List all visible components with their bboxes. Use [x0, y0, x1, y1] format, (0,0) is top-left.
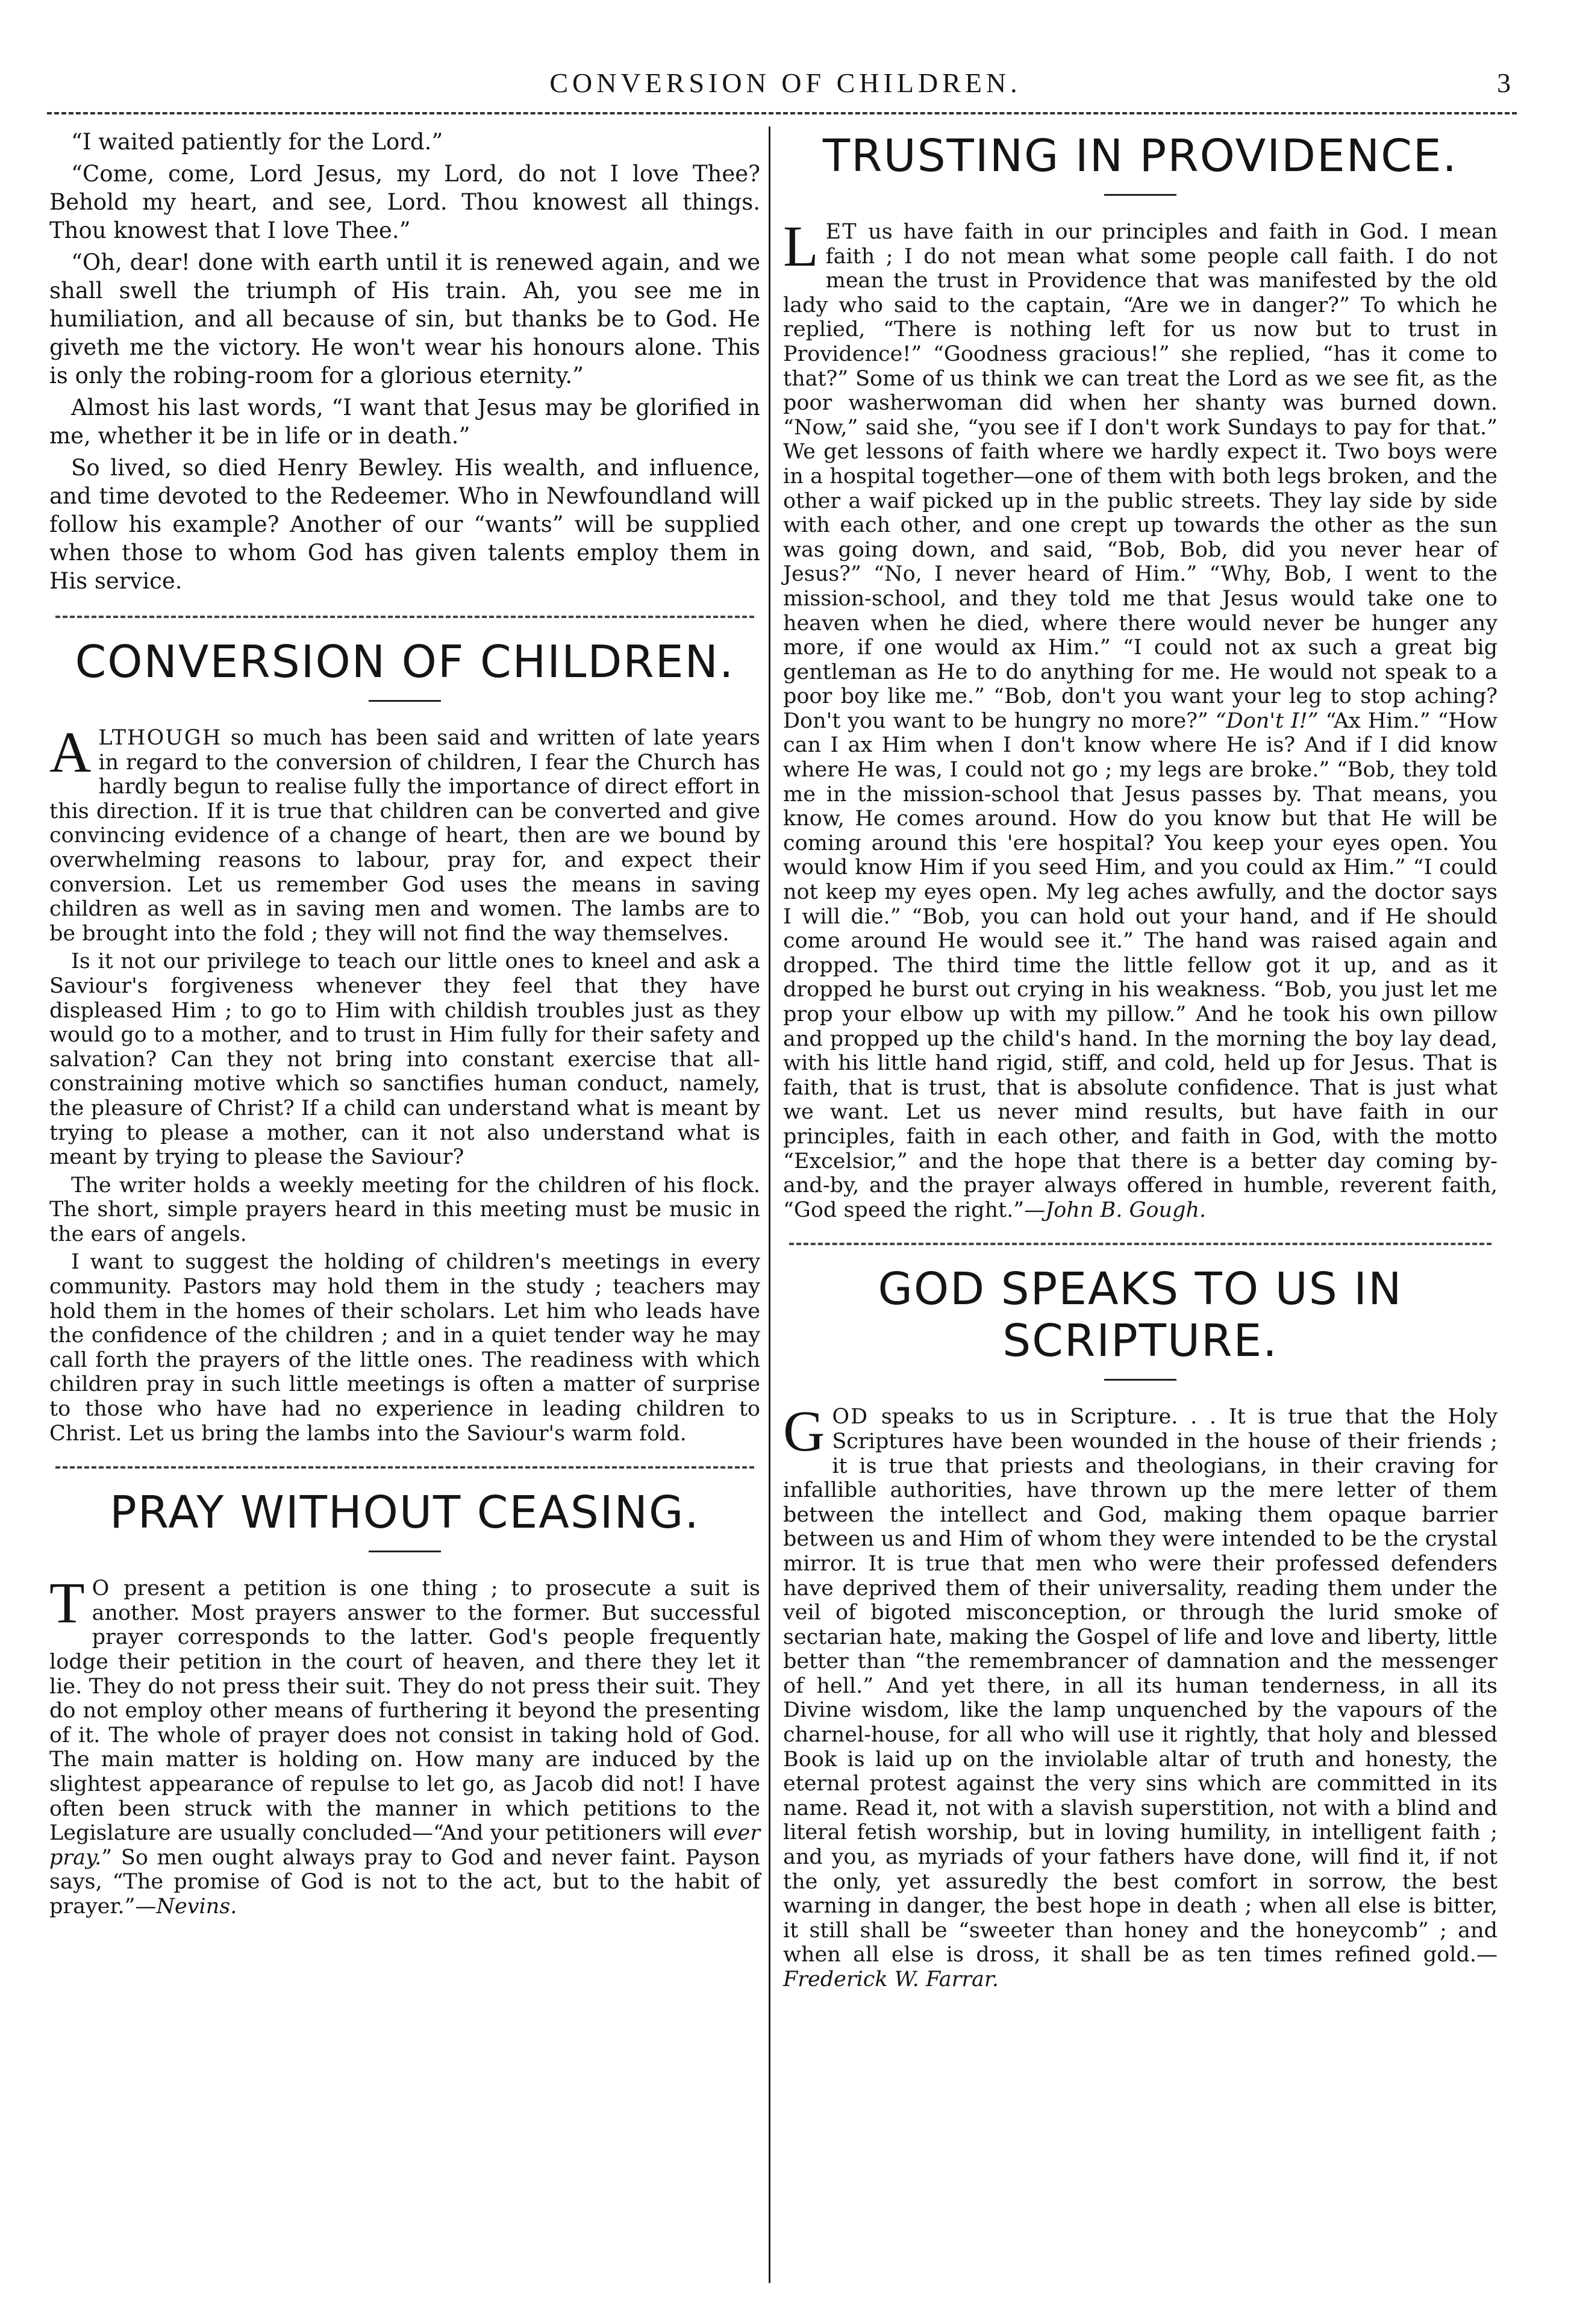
title-rule	[369, 700, 441, 702]
lead-caps: O	[92, 1576, 111, 1601]
page-number: 3	[1497, 67, 1511, 98]
scripture-article	[783, 1263, 1498, 1991]
paragraph-text: speaks to us in Scripture. . . It is true that the Holy Scriptures have been wounded in the house of their friends ; it is true that priests and theologians, in their craving for infallible authorities, have thrown up the mere letter of them between the intellect and God, making them opaque barrier between us and Him of whom they were intended to be the crystal mirror. It is true that men who were their professed defenders have deprived them of their universality, reading them under the veil of bigoted misconception, or through the lurid smoke of sectarian hate, making the Gospel of life and love and liberty, little better than “the remembrancer of damnation and the messenger of hell.” And yet there, in all its human tenderness, in all its Divine wisdom, like the lamp unquenched by the vapours of the charnel-house, for all who will use it rightly, that holy and blessed Book is laid up on the inviolable altar of truth and honesty, the eternal protest against the very sins which are committed in its name. Read it, not with a slavish superstition, not with a blind and literal fetish worship, but in loving humility, in intelligent faith ; and you, as myriads of your fathers have done, will find it, if not the only, yet assuredly the best comfort in sorrow, the best warning in danger, the best hope in death ; when all else is bitter, it still shall be “sweeter than honey and the honeycomb” ; and when all else is dross, it shall be as ten times refined gold.—	[783, 1405, 1498, 1967]
running-title: CONVERSION OF CHILDREN.	[549, 67, 1022, 98]
trusting-article	[783, 130, 1498, 1222]
paragraph: “Oh, dear! done with earth until it is renewed again, and we shall swell the triumph of His train. Ah, you see me in humiliation, and all because of sin, but thanks be to God. He giveth me the victory. He won't wear his honours alone. This is only the robing-room for a glorious eternity.”	[49, 249, 760, 389]
lead-caps: OD	[832, 1405, 869, 1429]
section-separator	[55, 616, 754, 618]
paragraph-text: ” So men ought always pray to God and never faint. Payson says, “The promise of God is not to the act, but to the habit of prayer.”—	[49, 1845, 760, 1919]
lead-caps: LTHOUGH	[98, 726, 222, 750]
paragraph: Almost his last words, “I want that Jesus may be glorified in me, whether it be in life or in death.”	[49, 395, 760, 449]
drop-cap: G	[783, 1399, 825, 1464]
article-title: PRAY WITHOUT CEASING.	[110, 1487, 700, 1539]
attribution: Frederick W. Farrar.	[783, 1967, 999, 1991]
left-column	[49, 128, 760, 1923]
paragraph: The writer holds a weekly meeting for the children of his flock. The short, simple prayers heard in this meeting must be music in the ears of angels.	[49, 1173, 760, 1246]
conversion-article	[49, 636, 760, 1446]
paragraph	[783, 214, 1498, 1222]
paragraph: So lived, so died Henry Bewley. His wealth, and influence, and time devoted to the Redeemer. Who in Newfoundland will follow his example? Another of our “wants” will be supplied when those to whom God has given talents employ them in His service.	[49, 455, 760, 594]
paragraph-text: so much has been said and written of late years in regard to the conversion of children, I fear the Church has hardly begun to realise fully the importance of direct effort in this direction. If it is true that children can be converted and give convincing evidence of a change of heart, then are we bound by overwhelming reasons to labour, pray for, and expect their conversion. Let us remember God uses the means in saving children as well as in saving men and women. The lambs are to be brought into the fold ; they will not find the way themselves.	[49, 726, 760, 946]
paragraph: Is it not our privilege to teach our little ones to kneel and ask a Saviour's forgiveness whenever they feel that they have displeased Him ; to go to Him with childish troubles just as they would go to a mother, and to trust in Him fully for their safety and salvation? Can they not bring into constant exercise that all-constraining motive which so sanctifies human conduct, namely, the pleasure of Christ? If a child can understand what is meant by trying to please a mother, can it not also understand what is meant by trying to please the Saviour?	[49, 949, 760, 1170]
attribution: John B. Gough.	[1045, 1198, 1207, 1222]
paragraph-text: present a petition is one thing ; to prosecute a suit is another. Most prayers answer to the former. But successful prayer corresponds to the latter. God's people frequently lodge their petition in the court of heaven, and there they let it lie. They do not press their suit. They do not press their suit. They do not employ other means of furthering it beyond the presenting of it. The whole of prayer does not consist in taking hold of God. The main matter is holding on. How many are induced by the slightest appearance of repulse to let go, as Jacob did not! I have often been struck with the manner in which petitions to the Legislature are usually concluded—“And your petitioners will	[49, 1576, 760, 1846]
pray-article	[49, 1487, 760, 1919]
drop-cap: L	[783, 214, 819, 278]
lead-caps: ET	[825, 220, 858, 244]
bewley-article-continuation	[49, 128, 760, 595]
header-rule	[47, 112, 1517, 114]
section-separator	[55, 1466, 754, 1469]
paragraph	[49, 1570, 760, 1919]
emphasis: ever pray.	[49, 1821, 760, 1870]
attribution: Nevins.	[156, 1894, 237, 1919]
article-title: TRUSTING IN PROVIDENCE.	[822, 130, 1458, 182]
paragraph	[783, 1399, 1498, 1991]
title-rule	[369, 1551, 441, 1552]
drop-cap: T	[49, 1570, 85, 1635]
paragraph-text: us have faith in our principles and faith in God. I mean faith ; I do not mean what some people call faith. I do not mean the trust in Providence that was manifested by the old lady who said to the captain, “Are we in danger?” To which he replied, “There is nothing left for us now but to trust in Providence!” “Goodness gracious!” she replied, “has it come to that?” Some of us think we can treat the Lord as we see fit, as the poor washerwoman did when her shanty was burned down. “Now,” said she, “you see if I don't work Sundays to pay for that.” We get lessons of faith where we hardly expect it. Two boys were in a hospital together—one of them with both legs broken, and the other a waif picked up in the public streets. They lay side by side with each other, and one crept up towards the other as the sun was going down, and said, “Bob, Bob, did you never hear of Jesus?” “No, I never heard of Him.” “Why, Bob, I went to the mission-school, and they told me that Jesus would take one to heaven when he died, where there would never be hunger any more, if one would ax Him.” “I could not ax such a great big gentleman as He to do anything for me. He would not speak to a poor boy like me.” “Bob, don't you want your leg to stop aching? Don't you want to be hungry no more?”	[783, 220, 1498, 733]
article-title: CONVERSION OF CHILDREN.	[75, 636, 735, 688]
right-column	[783, 128, 1498, 1996]
emphasis: “Don't I!”	[1215, 708, 1319, 733]
title-rule	[1104, 1379, 1176, 1381]
section-separator	[789, 1243, 1491, 1245]
paragraph: “Come, come, Lord Jesus, my Lord, do not I love Thee? Behold my heart, and see, Lord. Thou knowest all things. Thou knowest that I love Thee.”	[49, 161, 760, 243]
paragraph: “I waited patiently for the Lord.”	[71, 129, 443, 155]
paragraph: I want to suggest the holding of children's meetings in every community. Pastors may hold them in the study ; teachers may hold them in the homes of their scholars. Let him who leads have the confidence of the children ; and in a quiet tender way he may call forth the prayers of the little ones. The readiness with which children pray in such little meetings is often a matter of surprise to those who have had no experience in leading children to Christ. Let us bring the lambs into the Saviour's warm fold.	[49, 1250, 760, 1446]
paragraph	[49, 720, 760, 946]
drop-cap: A	[49, 720, 92, 784]
running-header	[0, 66, 1571, 102]
column-rule	[769, 127, 770, 2283]
article-title: GOD SPEAKS TO US IN SCRIPTURE.	[878, 1263, 1403, 1367]
title-rule	[1104, 194, 1176, 196]
paragraph-text: “Ax Him.” “How can I ax Him when I don't know where He is? And if I did know where He was, I could not go ; my legs are broke.” “Bob, they told me in the mission-school that Jesus passes by. That means, you know, He comes around. How do you know but that He will be coming around this 'ere hospital? You keep your eyes open. You would know Him if you seed Him, and you could ax Him.” “I could not keep my eyes open. My leg aches awfully, and the doctor says I will die.” “Bob, you can hold out your hand, and if He should come around He would see it.” The hand was raised again and dropped. The third time the little fellow got it up, and as it dropped he burst out crying in his weakness. “Bob, you just let me prop your elbow up with my pillow.” And he took his own pillow and propped up the child's hand. In the morning the boy lay dead, with his little hand rigid, stiff, and cold, held up for Jesus. That is faith, that is trust, that is absolute confidence. That is just what we want. Let us never mind results, but have faith in our principles, faith in each other, and faith in God, with the motto “Excelsior,” and the hope that there is a better day coming by-and-by, and the prayer always offered in humble, reverent faith, “God speed the right.”—	[783, 708, 1498, 1222]
